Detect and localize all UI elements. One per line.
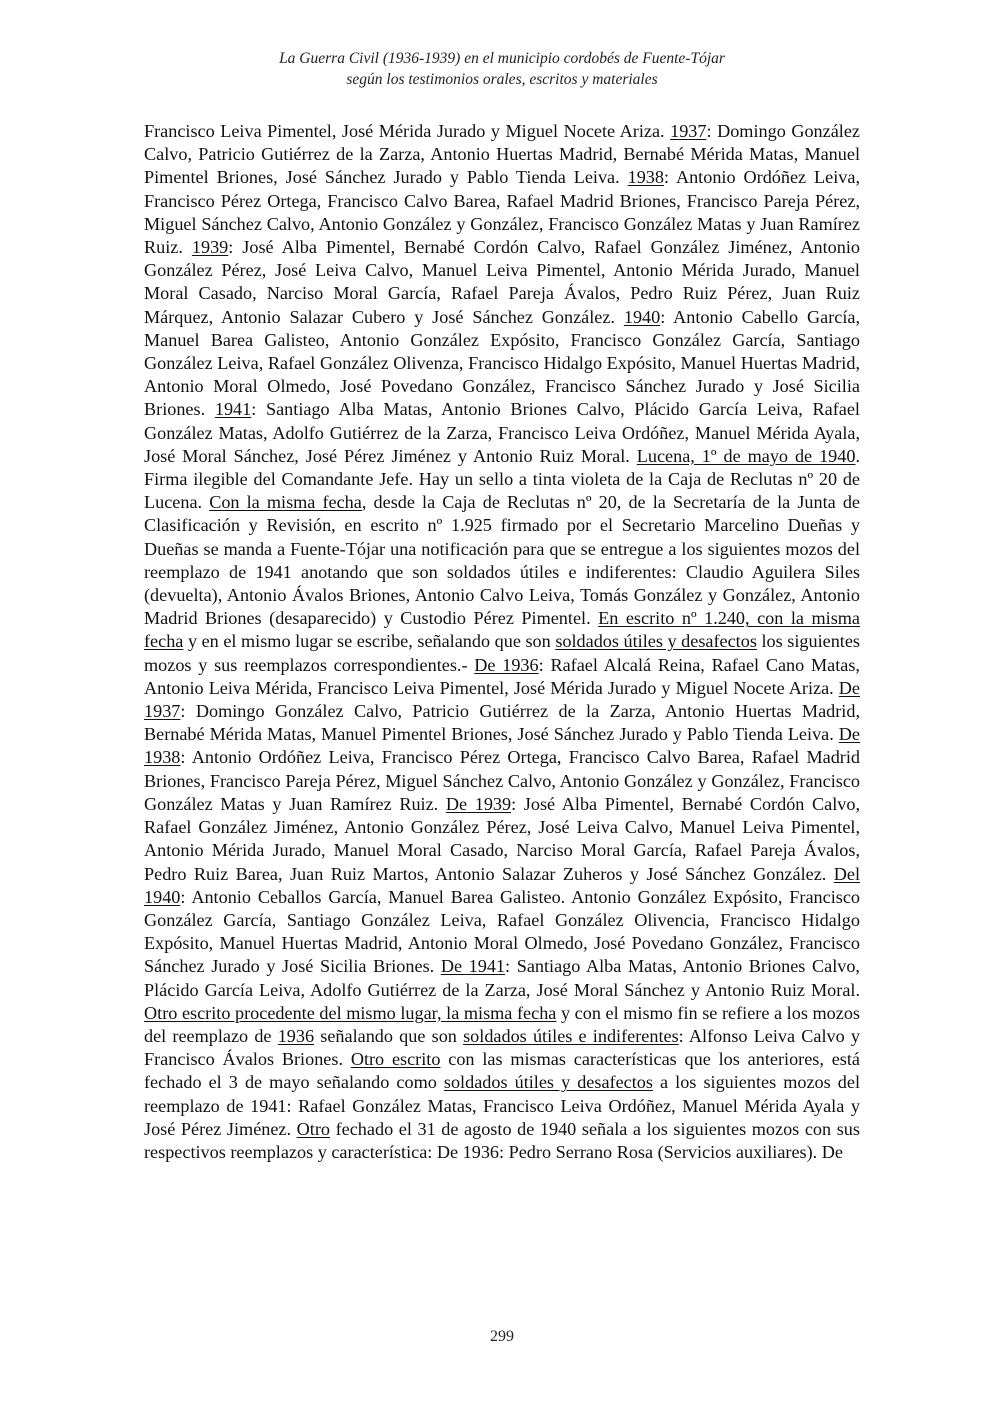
- underlined-text: 1939: [191, 237, 229, 258]
- underlined-text: 1941: [214, 399, 252, 420]
- text-run: fechado el 31 de agosto de 1940 señala a los siguientes mozos con sus respectivos reemplazos y característica: De 1936: Pedro Serrano Rosa (Servicios auxiliares). De: [144, 1118, 860, 1162]
- text-run: : Domingo González Calvo, Patricio Gutiérrez de la Zarza, Antonio Huertas Madrid, Bernabé Mérida Matas, Manuel Pimentel Briones, José Sánchez Jurado y Pablo Tienda Leiva.: [144, 121, 860, 188]
- text-run: : Antonio Ordóñez Leiva, Francisco Pérez Ortega, Francisco Calvo Barea, Rafael Madrid Briones, Francisco Pareja Pérez, Miguel Sánchez Calvo, Antonio González y González, Francisco González Matas y Juan Ramírez Ruiz.: [144, 747, 860, 814]
- header-subtitle: según los testimonios orales, escritos y materiales: [346, 71, 658, 88]
- underlined-text: Con la misma fecha: [209, 492, 362, 513]
- underlined-text: Lucena, 1º de mayo de 1940: [636, 445, 856, 466]
- page-number: 299: [490, 1328, 514, 1345]
- text-run: los siguientes mozos y sus reemplazos correspondientes.-: [144, 631, 861, 675]
- text-run: : Alfonso Leiva Calvo y Francisco Ávalos Briones.: [144, 1025, 861, 1070]
- text-run: : Rafael Alcalá Reina, Rafael Cano Matas, Antonio Leiva Mérida, Francisco Leiva Pimentel, José Mérida Jurado y Miguel Nocete Ariza.: [144, 654, 860, 698]
- text-run: con las mismas características que los anteriores, está fechado el 3 de mayo señalando como: [144, 1049, 860, 1093]
- text-run: , desde la Caja de Reclutas nº 20, de la Secretaría de la Junta de Clasificación y Revisión, en escrito nº 1.925 firmado por el Secretario Marcelino Dueñas y Dueñas se manda a Fuente-Tójar una notificación para que se entregue a los siguientes mozos del reemplazo de 1941 anotando que son soldados útiles e indiferentes: Claudio Aguilera Siles (devuelta), Antonio Ávalos Briones, Antonio Calvo Leiva, Tomás González y González, Antonio Madrid Briones (desaparecido) y Custodio Pérez Pimentel.: [144, 492, 861, 629]
- text-run: : Santiago Alba Matas, Antonio Briones Calvo, Plácido García Leiva, Adolfo Gutiérrez de la Zarza, José Moral Sánchez y Antonio Ruiz Moral.: [144, 956, 860, 1000]
- underlined-text: De 1938: [144, 724, 860, 768]
- underlined-text: Del 1940: [144, 863, 860, 907]
- text-run: : Domingo González Calvo, Patricio Gutiérrez de la Zarza, Antonio Huertas Madrid, Bernabé Mérida Matas, Manuel Pimentel Briones, José Sánchez Jurado y Pablo Tienda Leiva.: [144, 701, 860, 745]
- text-run: y en el mismo lugar se escribe, señalando que son: [183, 631, 556, 652]
- running-header: [144, 48, 860, 90]
- underlined-text: 1937: [670, 121, 707, 141]
- underlined-text: De 1941: [440, 956, 506, 977]
- text-run: y con el mismo fin se refiere a los mozos del reemplazo de: [144, 1002, 860, 1046]
- text-run: : José Alba Pimentel, Bernabé Cordón Calvo, Rafael González Jiménez, Antonio González Pérez, José Leiva Calvo, Manuel Leiva Pimentel, Antonio Mérida Jurado, Manuel Moral Casado, Narciso Moral García, Rafael Pareja Ávalos, Pedro Ruiz Barea, Juan Ruiz Martos, Antonio Salazar Zuheros y José Sánchez González.: [144, 793, 861, 884]
- underlined-text: 1940: [623, 306, 661, 327]
- body-paragraph: [144, 120, 860, 1164]
- underlined-text: De 1937: [144, 677, 860, 722]
- text-run: : Antonio Ordóñez Leiva, Francisco Pérez Ortega, Francisco Calvo Barea, Rafael Madrid Briones, Francisco Pareja Pérez, Miguel Sánchez Calvo, Antonio González y González, Francisco González Matas y Juan Ramírez Ruiz.: [144, 167, 860, 258]
- text-run: señalando que son: [314, 1025, 464, 1046]
- underlined-text: soldados útiles y desafectos: [443, 1072, 653, 1093]
- text-run: a los siguientes mozos del reemplazo de 1941: Rafael González Matas, Francisco Leiva Ordóñez, Manuel Mérida Ayala y José Pérez Jiménez.: [144, 1072, 860, 1139]
- header-title: La Guerra Civil (1936-1939) en el municipio cordobés de Fuente-Tójar: [279, 50, 725, 67]
- underlined-text: soldados útiles e indiferentes: [463, 1025, 679, 1046]
- underlined-text: Otro escrito: [350, 1049, 441, 1070]
- text-run: : José Alba Pimentel, Bernabé Cordón Calvo, Rafael González Jiménez, Antonio González Pérez, José Leiva Calvo, Manuel Leiva Pimentel, Antonio Mérida Jurado, Manuel Moral Casado, Narciso Moral García, Rafael Pareja Ávalos, Pedro Ruiz Pérez, Juan Ruiz Márquez, Antonio Salazar Cubero y José Sánchez González.: [144, 237, 860, 327]
- underlined-text: De 1936: [474, 654, 539, 675]
- text-run: : Antonio Cabello García, Manuel Barea Galisteo, Antonio González Expósito, Francisco González García, Santiago González Leiva, Rafael González Olivenza, Francisco Hidalgo Expósito, Manuel Huertas Madrid, Antonio Moral Olmedo, José Povedano González, Francisco Sánchez Jurado y José Sicilia Briones.: [144, 306, 860, 420]
- text-run: Francisco Leiva Pimentel, José Mérida Jurado y Miguel Nocete Ariza.: [144, 121, 671, 141]
- text-run: : Antonio Ceballos García, Manuel Barea Galisteo. Antonio González Expósito, Francisco González García, Santiago González Leiva, Rafael González Olivencia, Francisco Hidalgo Expósito, Manuel Huertas Madrid, Antonio Moral Olmedo, José Povedano González, Francisco Sánchez Jurado y José Sicilia Briones.: [144, 886, 860, 977]
- underlined-text: De 1939: [445, 793, 512, 814]
- text-run: : Santiago Alba Matas, Antonio Briones Calvo, Plácido García Leiva, Rafael González Matas, Adolfo Gutiérrez de la Zarza, Francisco Leiva Ordóñez, Manuel Mérida Ayala, José Moral Sánchez, José Pérez Jiménez y Antonio Ruiz Moral.: [144, 399, 860, 466]
- underlined-text: 1936: [277, 1025, 315, 1046]
- text-run: . Firma ilegible del Comandante Jefe. Hay un sello a tinta violeta de la Caja de Reclutas nº 20 de Lucena.: [144, 445, 860, 513]
- underlined-text: En escrito nº 1.240, con la misma fecha: [144, 608, 860, 652]
- underlined-text: 1938: [627, 167, 664, 188]
- underlined-text: Otro escrito procedente del mismo lugar, la misma fecha: [144, 1002, 557, 1023]
- underlined-text: soldados útiles y desafectos: [555, 631, 757, 652]
- underlined-text: Otro: [296, 1118, 330, 1139]
